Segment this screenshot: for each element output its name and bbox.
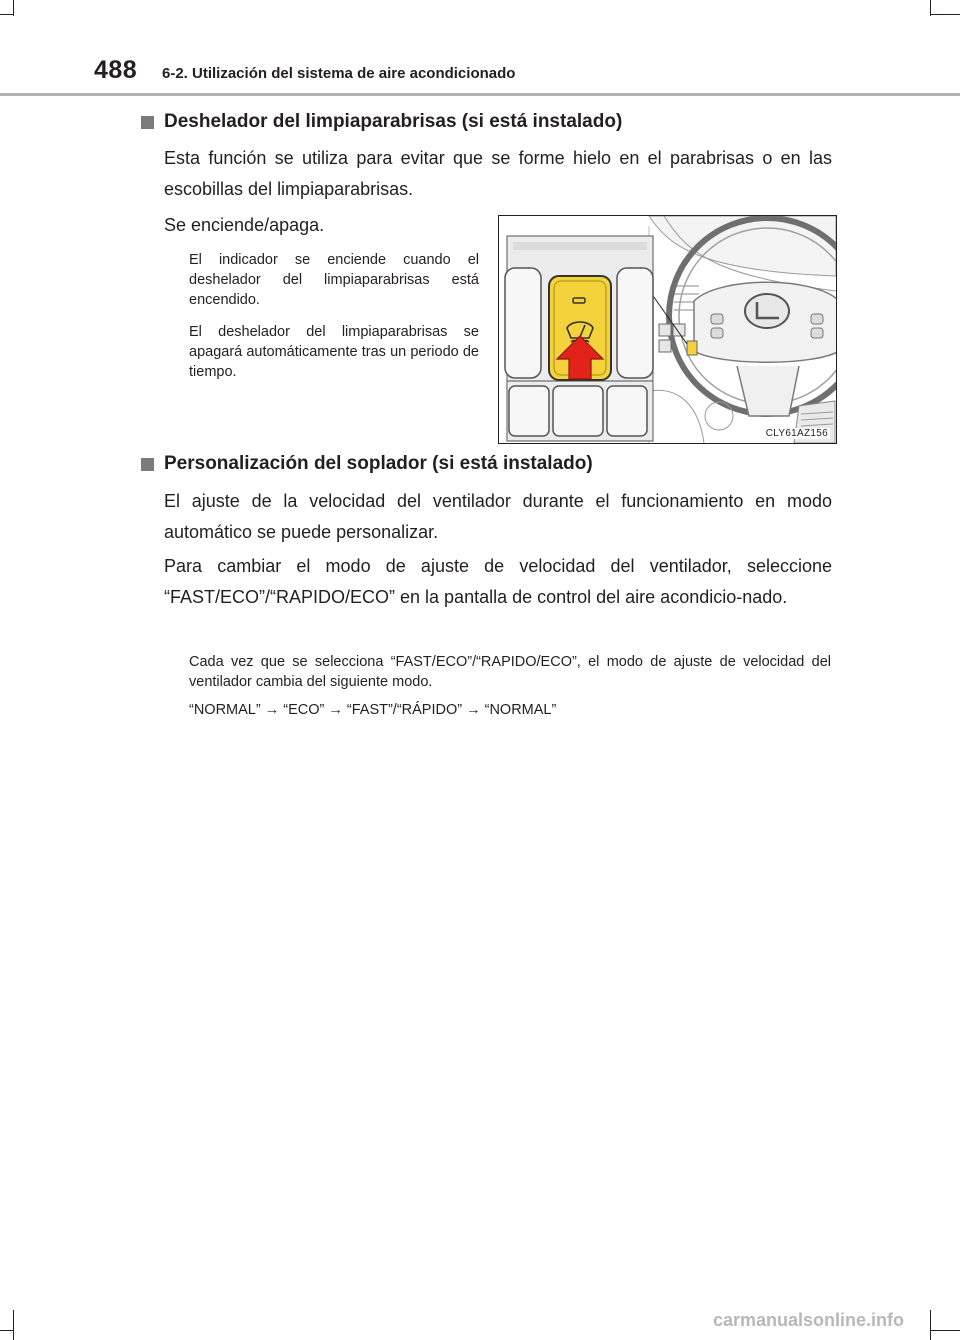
heading-square-icon <box>141 458 154 471</box>
crop-mark <box>930 1310 931 1340</box>
header-divider <box>0 93 960 96</box>
section-title: 6-2. Utilización del sistema de aire acondicionado <box>162 65 516 82</box>
page-number: 488 <box>94 56 138 84</box>
blower-note: Cada vez que se selecciona “FAST/ECO”/“RAPIDO/ECO”, el modo de ajuste de velocidad del ventilador cambia del siguiente modo. <box>189 654 831 690</box>
crop-mark <box>930 14 960 15</box>
watermark: carmanualsonline.info <box>713 1310 905 1330</box>
zoomed-switch-panel <box>505 236 653 441</box>
deicer-button-figure <box>498 215 837 444</box>
heading-text: Personalización del soplador (si está instalado) <box>164 453 593 474</box>
blower-paragraph-1: El ajuste de la velocidad del ventilador durante el funcionamiento en modo automático se puede personalizar. <box>164 491 832 542</box>
blower-paragraph-2: Para cambiar el modo de ajuste de velocidad del ventilador, seleccione “FAST/ECO”/“RAPIDO/ECO” en la pantalla de control del aire acondicio-nado. <box>164 556 832 607</box>
heading-blower-customization <box>141 452 593 476</box>
mode-sequence: “NORMAL” → “ECO” → “FAST”/“RÁPIDO” → “NORMAL” <box>189 702 557 718</box>
crop-mark <box>930 1330 960 1331</box>
note-auto-off: El deshelador del limpiaparabrisas se apagará automáticamente tras un periodo de tiempo. <box>189 324 479 380</box>
heading-square-icon <box>141 116 154 129</box>
crop-mark <box>0 14 14 15</box>
intro-paragraph: Esta función se utiliza para evitar que se forme hielo en el parabrisas o en las escobillas del limpiaparabrisas. <box>164 148 832 199</box>
note-indicator: El indicador se enciende cuando el deshelador del limpiaparabrisas está encendido. <box>189 252 479 308</box>
heading-wiper-deicer <box>141 110 622 134</box>
crop-mark <box>13 1310 14 1340</box>
heading-text: Deshelador del limpiaparabrisas (si está instalado) <box>164 111 623 132</box>
figure-code: CLY61AZ156 <box>765 428 828 439</box>
action-paragraph: Se enciende/apaga. <box>164 215 325 235</box>
dashboard-illustration <box>499 216 836 443</box>
crop-mark <box>0 1330 14 1331</box>
